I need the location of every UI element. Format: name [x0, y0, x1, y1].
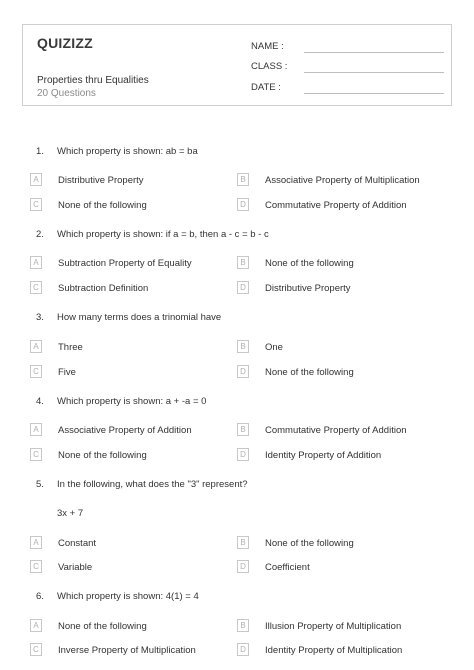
option-text: Identity Property of Multiplication [265, 645, 403, 656]
option-text: One [265, 342, 283, 353]
class-line [304, 72, 444, 73]
letter-box: D [237, 281, 249, 294]
option-text: Variable [58, 562, 93, 573]
letter-box: D [237, 643, 249, 656]
question-number: 2. [36, 229, 44, 240]
letter-box: A [30, 619, 42, 632]
question-count: 20 Questions [37, 88, 96, 99]
option-text: Commutative Property of Addition [265, 200, 407, 211]
letter-box: C [30, 281, 42, 294]
letter-box: C [30, 198, 42, 211]
letter-box: C [30, 643, 42, 656]
option-text: Inverse Property of Multiplication [58, 645, 196, 656]
option-text: Associative Property of Multiplication [265, 175, 420, 186]
letter-box: A [30, 423, 42, 436]
letter-box: A [30, 340, 42, 353]
worksheet-title: Properties thru Equalities [37, 75, 149, 86]
question-text: Which property is shown: ab = ba [57, 146, 198, 157]
question-number: 5. [36, 479, 44, 490]
option-text: None of the following [58, 450, 147, 461]
letter-box: A [30, 536, 42, 549]
name-field [251, 41, 284, 52]
question-number: 1. [36, 146, 44, 157]
date-line [304, 93, 444, 94]
name-line [304, 52, 444, 53]
option-text: Associative Property of Addition [58, 425, 192, 436]
option-text: Subtraction Property of Equality [58, 258, 192, 269]
name-label: NAME : [251, 41, 284, 52]
question-number: 4. [36, 396, 44, 407]
date-label: DATE : [251, 82, 281, 93]
question-text: In the following, what does the "3" represent? [57, 479, 248, 490]
letter-box: A [30, 173, 42, 186]
option-text: None of the following [265, 538, 354, 549]
question-expression: 3x + 7 [57, 508, 84, 519]
date-field [251, 82, 281, 93]
class-field [251, 61, 287, 72]
question-number: 3. [36, 312, 44, 323]
option-text: Coefficient [265, 562, 310, 573]
option-text: None of the following [265, 258, 354, 269]
letter-box: C [30, 448, 42, 461]
letter-box: D [237, 365, 249, 378]
option-text: Constant [58, 538, 97, 549]
letter-box: D [237, 560, 249, 573]
option-text: None of the following [58, 621, 147, 632]
option-text: None of the following [265, 367, 354, 378]
question-text: Which property is shown: if a = b, then a - c = b - c [57, 229, 269, 240]
letter-box: B [237, 619, 249, 632]
option-text: Illusion Property of Multiplication [265, 621, 402, 632]
letter-box: B [237, 536, 249, 549]
letter-box: C [30, 560, 42, 573]
quizizz-logo: QUIZIZZ [37, 35, 93, 51]
letter-box: B [237, 173, 249, 186]
class-label: CLASS : [251, 61, 288, 72]
option-text: Identity Property of Addition [265, 450, 382, 461]
question-text: Which property is shown: 4(1) = 4 [57, 591, 199, 602]
question-number: 6. [36, 591, 44, 602]
letter-box: B [237, 340, 249, 353]
option-text: Distributive Property [265, 283, 351, 294]
letter-box: D [237, 448, 249, 461]
letter-box: D [237, 198, 249, 211]
letter-box: C [30, 365, 42, 378]
option-text: Subtraction Definition [58, 283, 149, 294]
letter-box: B [237, 423, 249, 436]
letter-box: A [30, 256, 42, 269]
worksheet-header [22, 24, 452, 106]
option-text: None of the following [58, 200, 147, 211]
question-text: Which property is shown: a + -a = 0 [57, 396, 207, 407]
option-text: Distributive Property [58, 175, 144, 186]
letter-box: B [237, 256, 249, 269]
option-text: Three [58, 342, 83, 353]
option-text: Five [58, 367, 76, 378]
option-text: Commutative Property of Addition [265, 425, 407, 436]
question-text: How many terms does a trinomial have [57, 312, 222, 323]
